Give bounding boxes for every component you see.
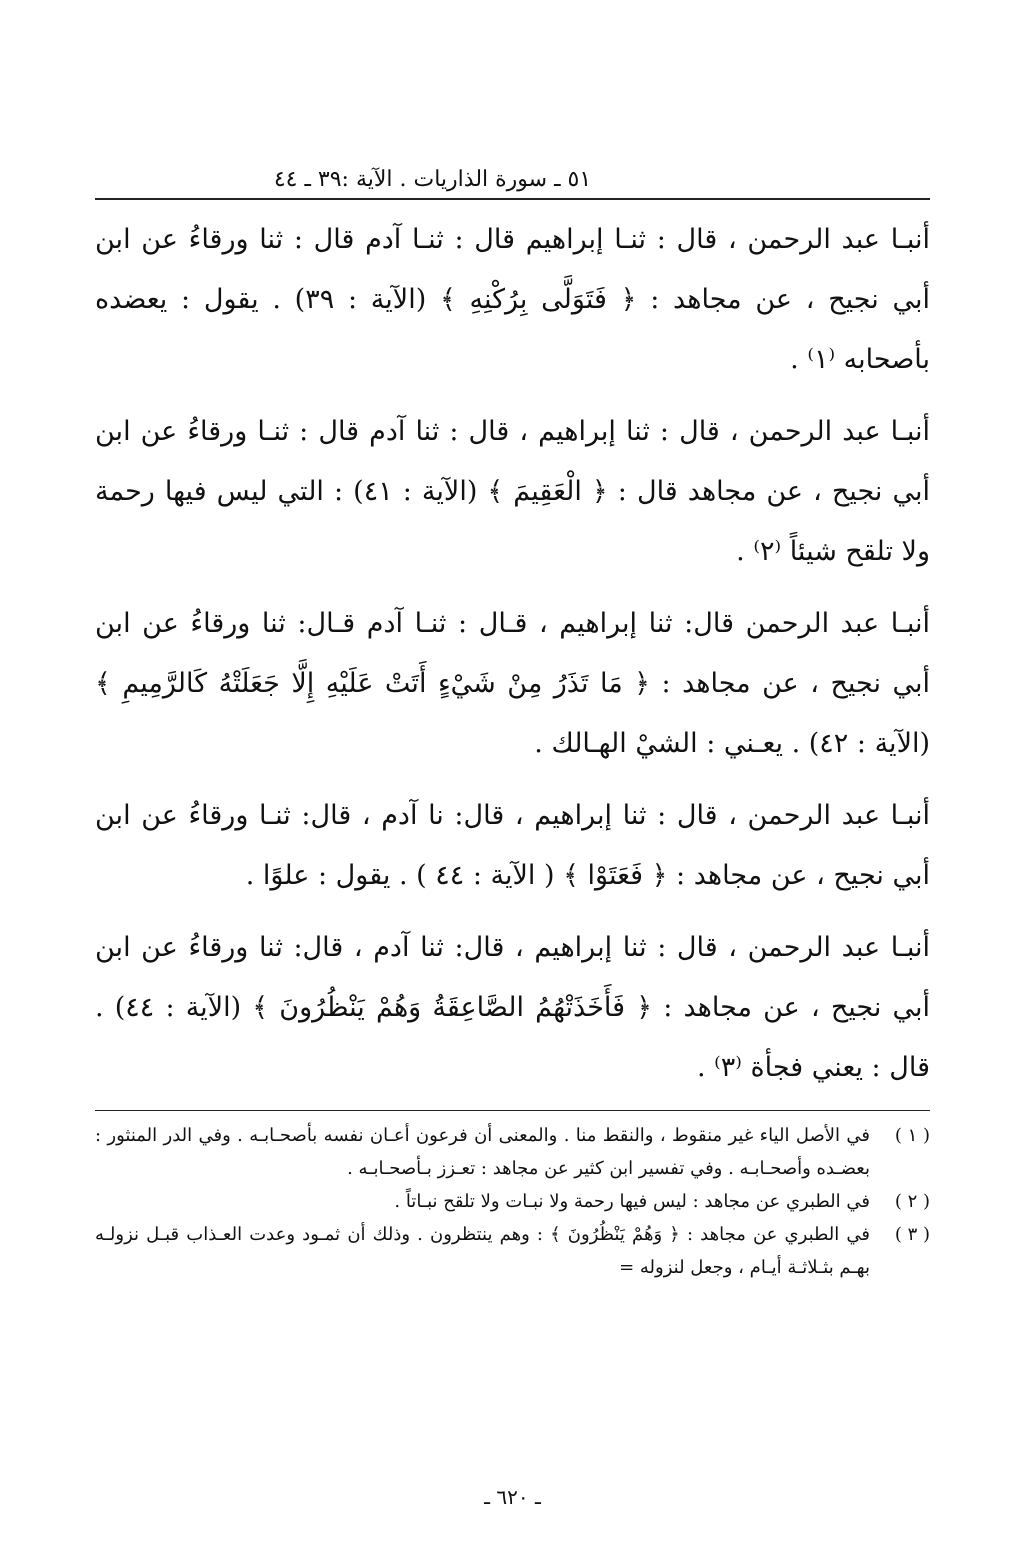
page-number: ـ ٦٢٠ ـ bbox=[484, 1485, 541, 1509]
footnote-text: في الطبري عن مجاهد : ليس فيها رحمة ولا نبـات ولا تلقح نبـاتاً . bbox=[394, 1191, 870, 1212]
hadith-paragraph-2: أنبـا عبد الرحمن ، قال : ثنا إبراهيم ، قال : ثنا آدم قال : ثنـا ورقاءُ عن ابن أبي نجيح ، عن مجاهد قال : ﴿ الْعَقِيمَ ﴾ (الآية : ٤١) : التي ليس فيها رحمة ولا تلقح شيئاً ⁽٢⁾ . bbox=[95, 416, 930, 567]
footnote-number: ( ١ ) bbox=[894, 1125, 930, 1146]
footnote-number: ( ٣ ) bbox=[894, 1224, 930, 1245]
footnote-text: في الطبري عن مجاهد : ﴿ وَهُمْ يَنْظُرُونَ ﴾ : وهم ينتظرون . وذلك أن ثمـود وعدت العـذاب قبـل نزولـه بهـم بثـلاثـة أيـام ، وجعل لنزوله = bbox=[95, 1224, 870, 1278]
footnote-number: ( ٢ ) bbox=[894, 1191, 930, 1212]
footnote-1 bbox=[95, 1119, 930, 1185]
hadith-paragraph-3: أنبـا عبد الرحمن قال: ثنا إبراهيم ، قـال : ثنـا آدم قـال: ثنا ورقاءُ عن ابن أبي نجيح ، عن مجاهد : ﴿ مَا تَذَرُ مِنْ شَيْءٍ أَتَتْ عَلَيْهِ إِلَّا جَعَلَتْهُ كَالرَّمِيمِ ﴾ (الآية : ٤٢) . يعـني : الشيْ الهـالك . bbox=[95, 608, 930, 759]
main-text bbox=[95, 210, 930, 1098]
footnote-text: في الأصل الياء غير منقوط ، والنقط منا . والمعنى أن فرعون أعـان نفسه بأصحـابـه . وفي الدر المنثور : بعضـده وأصحـابـه . وفي تفسير ابن كثير عن مجاهد : تعـزز بـأصحـابـه . bbox=[95, 1125, 870, 1179]
footnote-2 bbox=[95, 1185, 930, 1218]
running-head-text: ٥١ ـ سورة الذاريات . الآية ‎:٣٩ ـ ٤٤ bbox=[273, 167, 592, 192]
footnote-3 bbox=[95, 1218, 930, 1284]
footnotes-section bbox=[95, 1110, 930, 1284]
hadith-paragraph-4: أنبـا عبد الرحمن ، قال : ثنا إبراهيم ، قال: نا آدم ، قال: ثنـا ورقاءُ عن ابن أبي نجيح ، عن مجاهد : ﴿ فَعَتَوْا ﴾ ( الآية : ٤٤ ) . يقول : علوًا . bbox=[95, 800, 930, 891]
hadith-paragraph-5: أنبـا عبد الرحمن ، قال : ثنا إبراهيم ، قال: ثنا آدم ، قال: ثنا ورقاءُ عن ابن أبي نجيح ، عن مجاهد : ﴿ فَأَخَذَتْهُمُ الصَّاعِقَةُ وَهُمْ يَنْظُرُونَ ﴾ (الآية : ٤٤) . قال : يعني فجأة ⁽٣⁾ . bbox=[95, 932, 931, 1083]
running-head bbox=[95, 160, 930, 200]
document-page bbox=[95, 160, 930, 1520]
hadith-paragraph-1: أنبـا عبد الرحمن ، قال : ثنـا إبراهيم قال : ثنـا آدم قال : ثنا ورقاءُ عن ابن أبي نجيح ، عن مجاهد : ﴿ فَتَوَلَّى بِرُكْنِهِ ﴾ (الآية : ٣٩) . يقول : يعضده بأصحابه ⁽١⁾ . bbox=[95, 224, 930, 375]
